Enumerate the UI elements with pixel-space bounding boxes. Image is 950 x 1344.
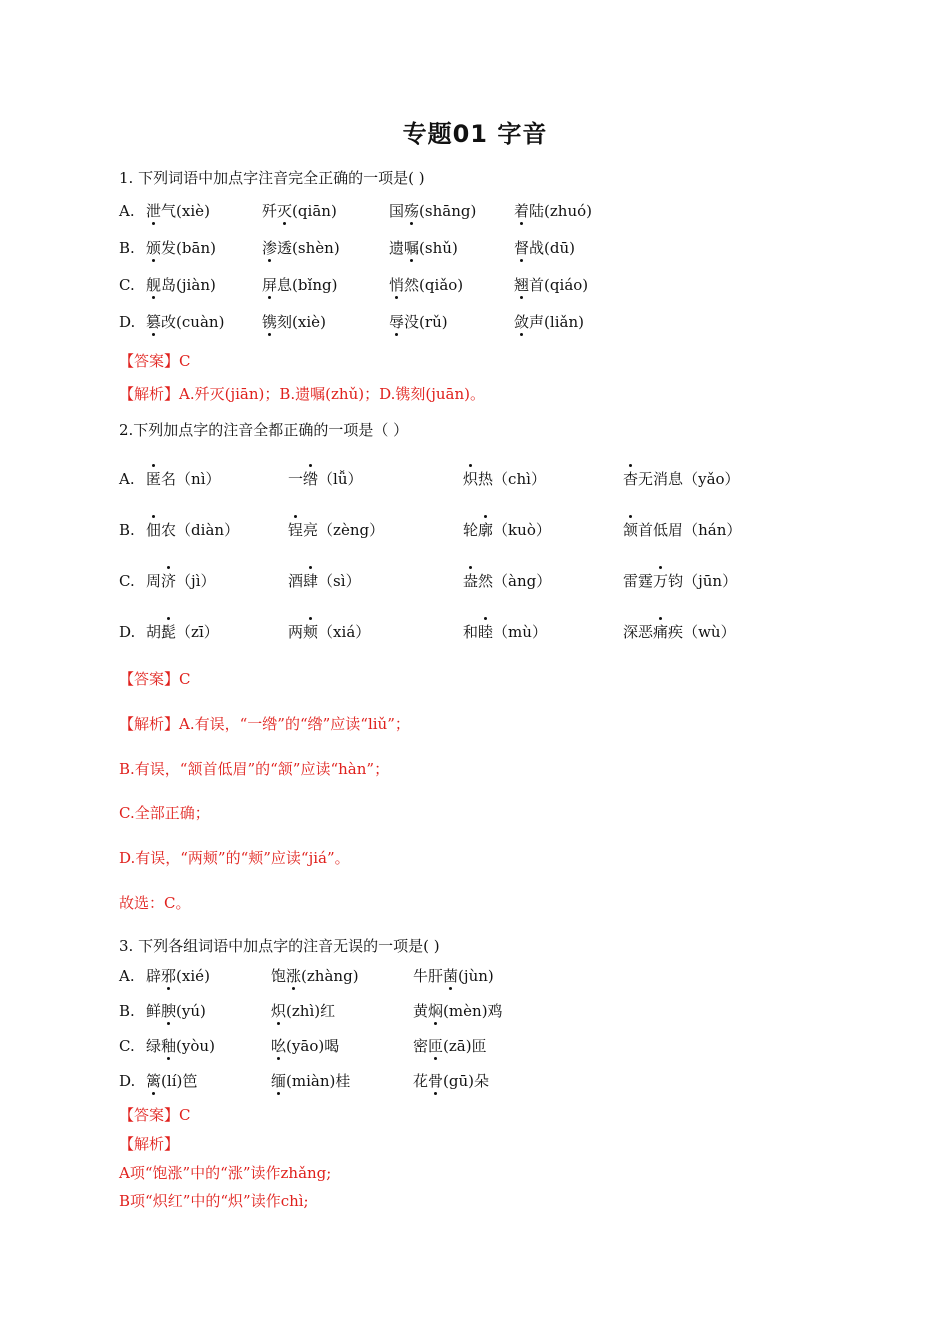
option-letter: B. xyxy=(119,239,135,257)
option-word: 镌刻(xiè) xyxy=(262,313,326,331)
option-word: 悄然(qiǎo) xyxy=(389,276,464,294)
option-word: 着陆(zhuó) xyxy=(514,202,593,220)
question-3-analysis-label: 【解析】 xyxy=(119,1135,180,1153)
option-word: 密匝(zā)匝 xyxy=(413,1037,487,1055)
option-letter: D. xyxy=(119,623,136,641)
question-2-analysis-line: 【解析】A.有误，“一绺”的“绺”应读“liǔ”； xyxy=(119,715,410,733)
option-word: 辟邪(xié) xyxy=(146,967,210,985)
option-word: 吆(yāo)喝 xyxy=(271,1037,340,1055)
option-word: 佃农（diàn） xyxy=(146,521,240,539)
option-word: 两颊（xiá） xyxy=(288,623,371,641)
option-letter: B. xyxy=(119,1002,135,1020)
option-letter: C. xyxy=(119,276,135,294)
option-word: 敛声(liǎn) xyxy=(514,313,584,331)
question-3-analysis-line: B项“炽红”中的“炽”读作chì; xyxy=(119,1192,309,1210)
option-word: 轮廓（kuò） xyxy=(463,521,551,539)
option-word: 辱没(rǔ) xyxy=(389,313,448,331)
option-word: 和睦（mù） xyxy=(463,623,547,641)
option-word: 深恶痛疾（wù） xyxy=(623,623,736,641)
option-word: 牛肝菌(jùn) xyxy=(413,967,494,985)
option-word: 黄焖(mèn)鸡 xyxy=(413,1002,503,1020)
option-word: 盎然（àng） xyxy=(463,572,552,590)
option-word: 篡改(cuàn) xyxy=(146,313,225,331)
question-3-stem: 3. 下列各组词语中加点字的注音无误的一项是( ) xyxy=(119,937,440,955)
option-word: 炽(zhì)红 xyxy=(271,1002,336,1020)
page-title: 专题01 字音 xyxy=(402,120,548,148)
option-word: 胡髭（zī） xyxy=(146,623,219,641)
option-word: 国殇(shāng) xyxy=(389,202,477,220)
question-3-analysis-line: A项“饱涨”中的“涨”读作zhǎng; xyxy=(119,1164,332,1182)
question-2-analysis-line: 故选：C。 xyxy=(119,894,191,912)
option-word: 酒肆（sì） xyxy=(288,572,361,590)
question-1-stem: 1. 下列词语中加点字注音完全正确的一项是( ) xyxy=(119,169,425,187)
question-2-stem: 2.下列加点字的注音全都正确的一项是（ ） xyxy=(119,421,409,439)
option-letter: A. xyxy=(119,470,135,488)
option-letter: A. xyxy=(119,967,135,985)
option-word: 颁发(bān) xyxy=(146,239,216,257)
question-2-answer: 【答案】C xyxy=(119,670,191,688)
question-1-answer: 【答案】C xyxy=(119,352,191,370)
option-letter: D. xyxy=(119,1072,136,1090)
option-word: 歼灭(qiān) xyxy=(262,202,337,220)
option-word: 饱涨(zhàng) xyxy=(271,967,359,985)
option-word: 鲜腴(yú) xyxy=(146,1002,206,1020)
option-word: 翘首(qiáo) xyxy=(514,276,589,294)
option-word: 篱(lí)笆 xyxy=(146,1072,198,1090)
option-word: 泄气(xiè) xyxy=(146,202,210,220)
option-word: 遗嘱(shǔ) xyxy=(389,239,458,257)
option-letter: D. xyxy=(119,313,136,331)
option-word: 缅(miàn)桂 xyxy=(271,1072,351,1090)
option-word: 渗透(shèn) xyxy=(262,239,340,257)
option-word: 屏息(bǐng) xyxy=(262,276,338,294)
option-word: 周济（jì） xyxy=(146,572,216,590)
option-word: 杳无消息（yǎo） xyxy=(623,470,740,488)
option-word: 舰岛(jiàn) xyxy=(146,276,216,294)
option-word: 雷霆万钧（jūn） xyxy=(623,572,738,590)
option-letter: C. xyxy=(119,572,135,590)
option-letter: B. xyxy=(119,521,135,539)
question-2-analysis-line: D.有误，“两颊”的“颊”应读“jiá”。 xyxy=(119,849,350,867)
option-word: 督战(dū) xyxy=(514,239,576,257)
option-word: 绿釉(yòu) xyxy=(146,1037,215,1055)
question-3-answer: 【答案】C xyxy=(119,1106,191,1124)
question-2-analysis-line: B.有误，“颔首低眉”的“颔”应读“hàn”； xyxy=(119,760,390,778)
option-word: 炽热（chì） xyxy=(463,470,546,488)
option-word: 颔首低眉（hán） xyxy=(623,521,742,539)
question-1-analysis: 【解析】A.歼灭(jiān)；B.遗嘱(zhǔ)；D.镌刻(juān)。 xyxy=(119,385,485,403)
option-word: 匿名（nì） xyxy=(146,470,221,488)
option-word: 锃亮（zèng） xyxy=(288,521,385,539)
option-letter: A. xyxy=(119,202,135,220)
option-word: 一绺（lǚ） xyxy=(288,470,363,488)
option-letter: C. xyxy=(119,1037,135,1055)
option-word: 花骨(gū)朵 xyxy=(413,1072,490,1090)
question-2-analysis-line: C.全部正确； xyxy=(119,804,210,822)
